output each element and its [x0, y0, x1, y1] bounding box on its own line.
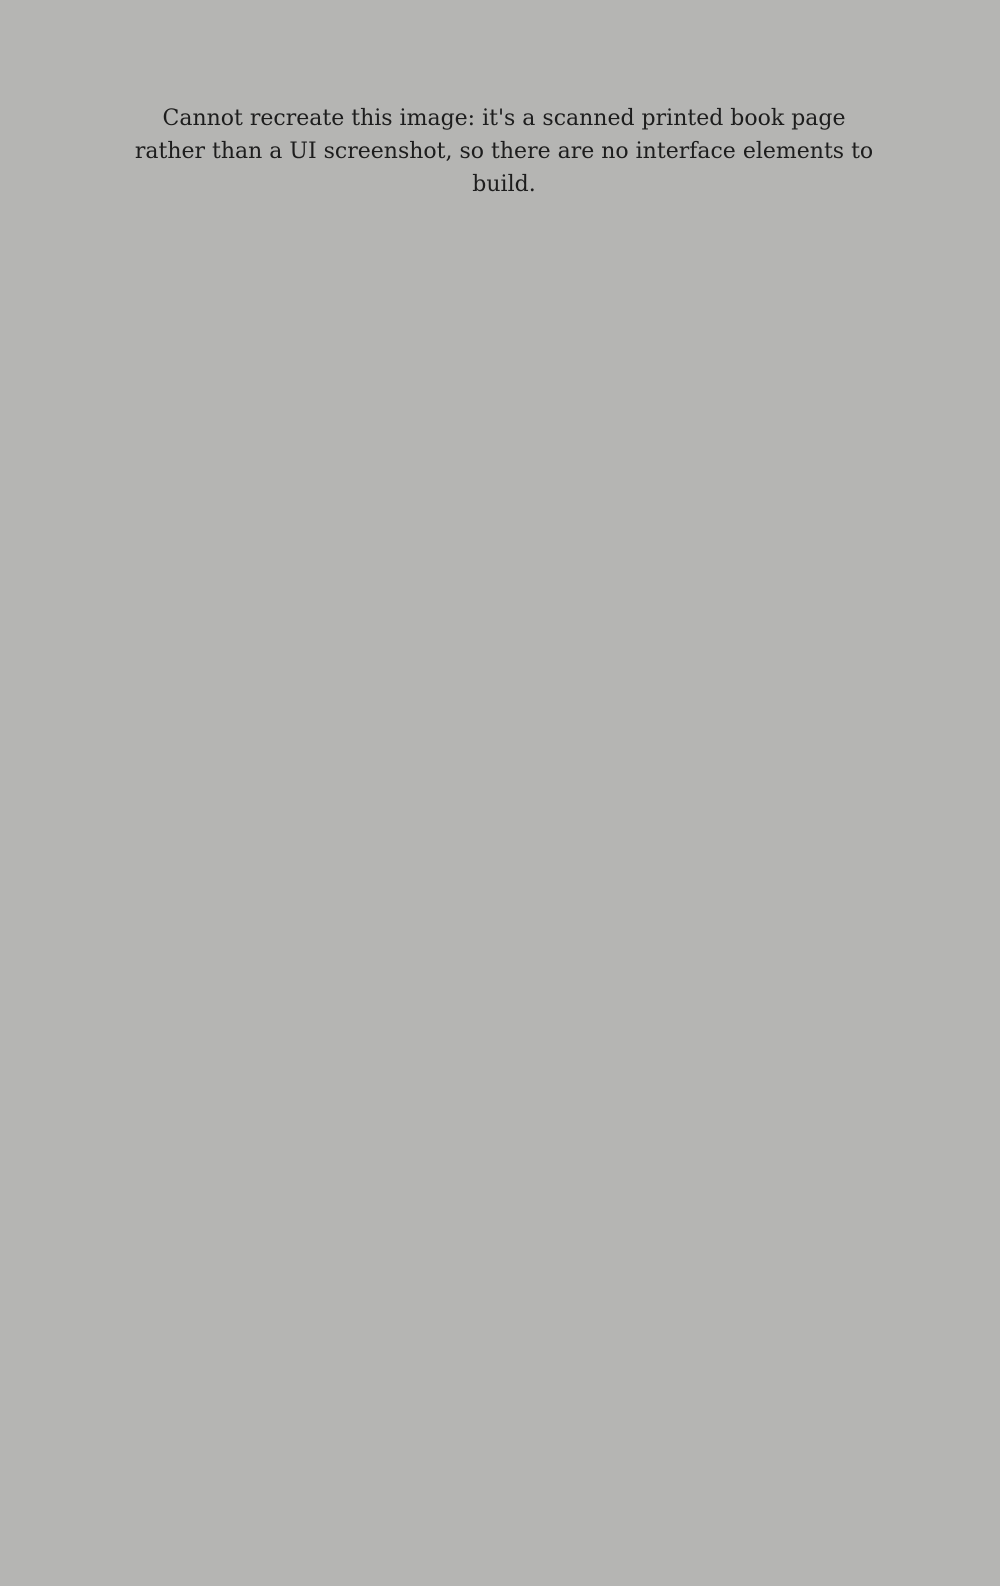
notice-text: Cannot recreate this image: it's a scanned printed book page rather than a UI screenshot, so there are no interface elements to build. — [134, 106, 874, 197]
